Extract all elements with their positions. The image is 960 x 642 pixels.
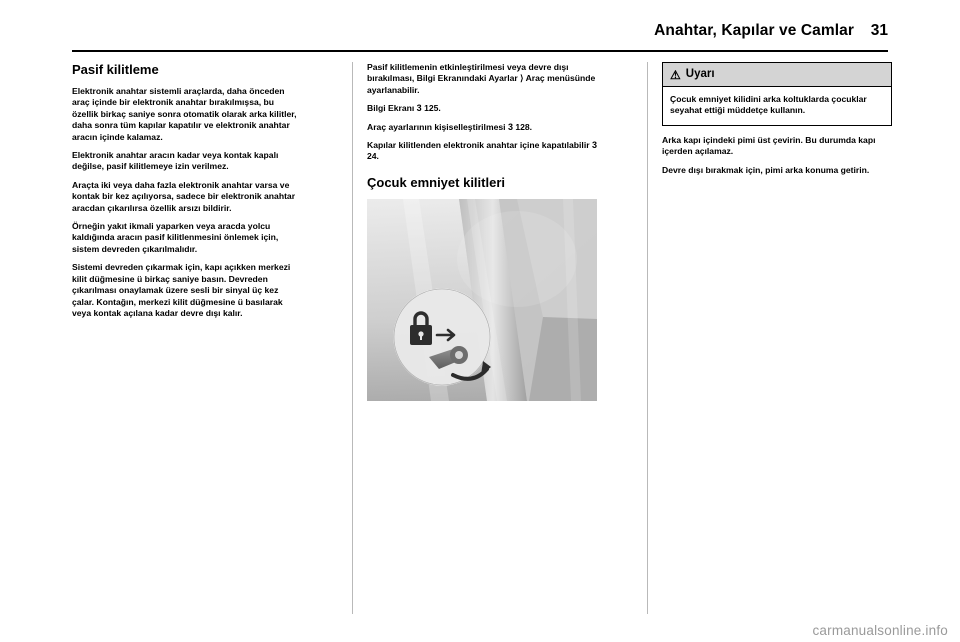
cross-reference-text: Kapılar kilitlenden elektronik anahtar içine kapatılabilir	[367, 140, 590, 151]
cross-reference	[367, 103, 597, 114]
reference-symbol-icon: 3	[591, 140, 597, 151]
child-safety-lock-figure	[367, 199, 597, 401]
column-3	[662, 62, 892, 614]
watermark: carmanualsonline.info	[812, 623, 948, 638]
cross-reference-text: Araç ayarlarının kişiselleştirilmesi	[367, 121, 506, 132]
reference-symbol-icon: 3	[416, 103, 422, 114]
warning-title: Uyarı	[685, 68, 715, 80]
cross-reference	[367, 140, 597, 163]
warning-triangle-icon: ⚠	[670, 67, 681, 82]
page-title: Anahtar, Kapılar ve Camlar	[654, 22, 854, 39]
page-number: 31	[870, 22, 888, 39]
paragraph: Devre dışı bırakmak için, pimi arka konuma getirin.	[662, 164, 870, 175]
cross-reference-page: 128.	[515, 121, 533, 132]
column-divider-2	[647, 62, 648, 614]
paragraph: Elektronik anahtar aracın kadar veya kontak kapalı değilse, pasif kilitlemeye izin verilmez.	[72, 150, 279, 172]
column-2	[367, 62, 597, 614]
section-title-cocuk-emniyet-kilitleri: Çocuk emniyet kilitleri	[367, 174, 505, 190]
cross-reference-page: 125.	[424, 103, 441, 114]
paragraph: Örneğin yakıt ikmali yaparken veya aracda yolcu kaldığında aracın pasif kilitlenmesini önlemek için, sistem devreden çıkarılmalıdır.	[72, 221, 279, 254]
paragraph: Pasif kilitlemenin etkinleştirilmesi veya devre dışı bırakılması, Bilgi Ekranındaki Ayarlar ⟩ Araç menüsünde ayarlanabilir.	[367, 62, 596, 95]
cross-reference	[367, 122, 597, 133]
warning-header	[663, 63, 891, 87]
page-header	[72, 22, 888, 52]
column-1	[72, 62, 302, 614]
paragraph: Sistemi devreden çıkarmak için, kapı açıkken merkezi kilit düğmesine ü birkaç saniye basın. Devreden çıkarılması onaylamak üzere sesli bir sinyal üç kez çalar. Kontağın, merkezi kilit düğmesine ü basılarak veya kontak açılana kadar devre dışı kalır.	[72, 262, 291, 318]
reference-symbol-icon: 3	[507, 121, 513, 132]
cross-reference-text: Bilgi Ekranı	[367, 103, 415, 114]
section-title-pasif-kilitleme: Pasif kilitleme	[72, 62, 159, 77]
warning-body: Çocuk emniyet kilidini arka koltuklarda çocuklar seyahat ettiği müddetçe kullanın.	[670, 94, 867, 116]
cross-reference-page: 24.	[367, 151, 379, 162]
warning-box	[662, 62, 892, 126]
paragraph: Elektronik anahtar sistemli araçlarda, daha önceden araç içinde bir elektronik anahtar bırakılmışsa, bu özellik birkaç saniye sonra otomatik olarak arka kilitler, daha sonra tüm kapılar kapatılır ve elektronik anahtar aracın içinde kalamaz.	[72, 86, 297, 142]
child-safety-lock-illustration	[367, 199, 597, 401]
paragraph: Araçta iki veya daha fazla elektronik anahtar varsa ve kontak bir kez açılıyorsa, sadece bir elektronik anahtar aracdan çıkarılırsa özellik arsızı bildirir.	[72, 179, 296, 213]
column-divider-1	[352, 62, 353, 614]
paragraph: Arka kapı içindeki pimi üst çevirin. Bu durumda kapı içerden açılamaz.	[662, 134, 876, 157]
